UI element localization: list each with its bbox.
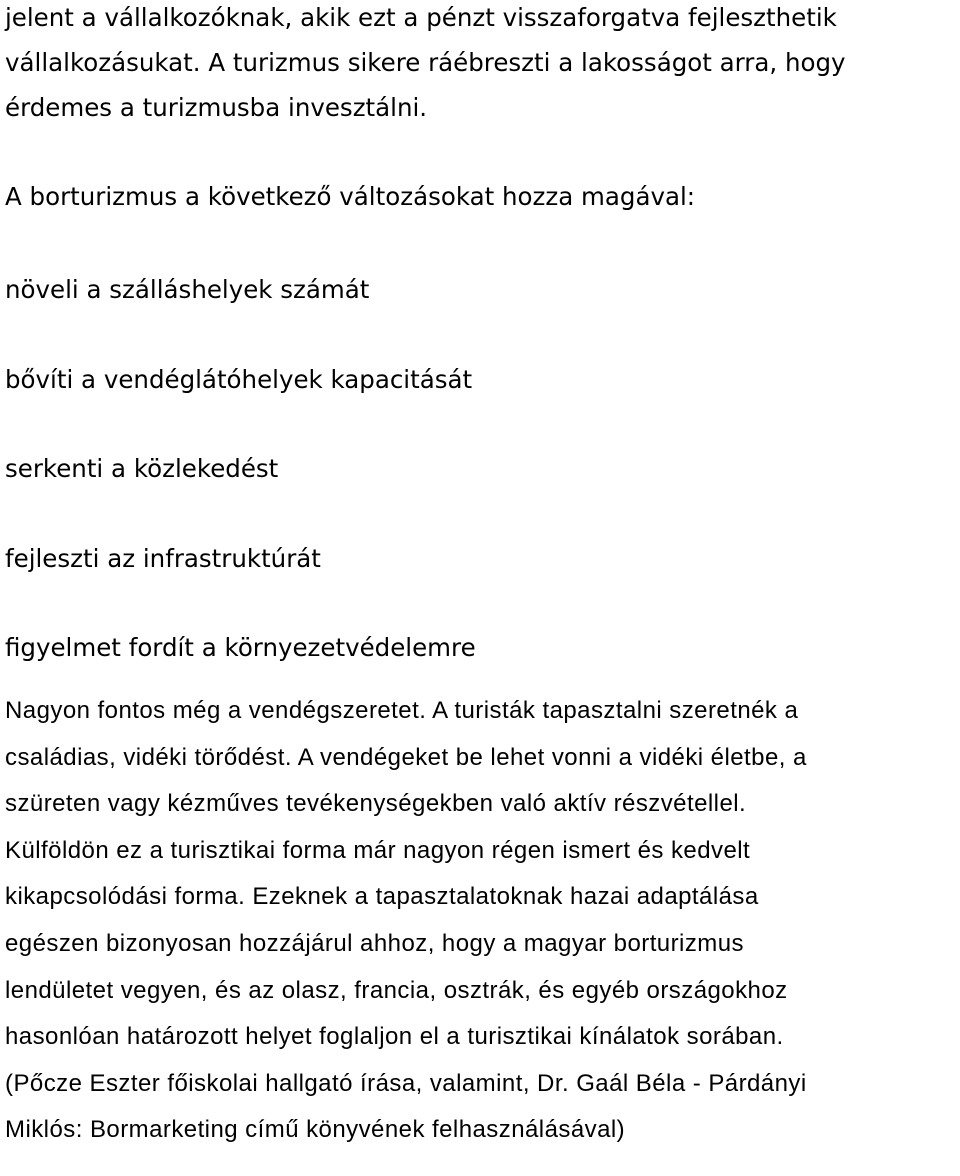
- citation-line: Miklós: Bormarketing című könyvének felhasználásával): [5, 1116, 626, 1144]
- text-line: vállalkozásukat. A turizmus sikere ráébreszti a lakosságot arra, hogy: [5, 48, 846, 77]
- text-line: jelent a vállalkozóknak, akik ezt a pénzt visszaforgatva fejleszthetik: [5, 3, 837, 32]
- citation-line: (Pőcze Eszter főiskolai hallgató írása, valamint, Dr. Gaál Béla - Párdányi: [5, 1069, 807, 1097]
- paragraph-main: [5, 688, 807, 1154]
- list-item: figyelmet fordít a környezetvédelemre: [5, 633, 476, 662]
- list-item: fejleszti az infrastruktúrát: [5, 544, 321, 573]
- paragraph-intro: [5, 0, 957, 130]
- text-line: szüreten vagy kézműves tevékenységekben való aktív részvétellel.: [5, 790, 747, 818]
- text-line: kikapcsolódási forma. Ezeknek a tapasztalatoknak hazai adaptálása: [5, 883, 759, 911]
- text-line: Nagyon fontos még a vendégszeretet. A turisták tapasztalni szeretnék a: [5, 697, 799, 724]
- list-item: növeli a szálláshelyek számát: [5, 275, 370, 304]
- list-item: serkenti a közlekedést: [5, 454, 279, 483]
- list-intro: A borturizmus a következő változásokat hozza magával:: [5, 182, 696, 211]
- text-line: családias, vidéki törődést. A vendégeket be lehet vonni a vidéki életbe, a: [5, 743, 807, 771]
- text-line: Külföldön ez a turisztikai forma már nagyon régen ismert és kedvelt: [5, 836, 751, 864]
- text-line: hasonlóan határozott helyet foglaljon el a turisztikai kínálatok sorában.: [5, 1023, 784, 1051]
- document-body: [5, 0, 957, 1144]
- text-line: lendületet vegyen, és az olasz, francia, osztrák, és egyéb országokhoz: [5, 976, 788, 1004]
- list-item: bővíti a vendéglátóhelyek kapacitását: [5, 365, 473, 394]
- text-line: egészen bizonyosan hozzájárul ahhoz, hogy a magyar borturizmus: [5, 929, 744, 957]
- text-line: érdemes a turizmusba invesztálni.: [5, 93, 428, 122]
